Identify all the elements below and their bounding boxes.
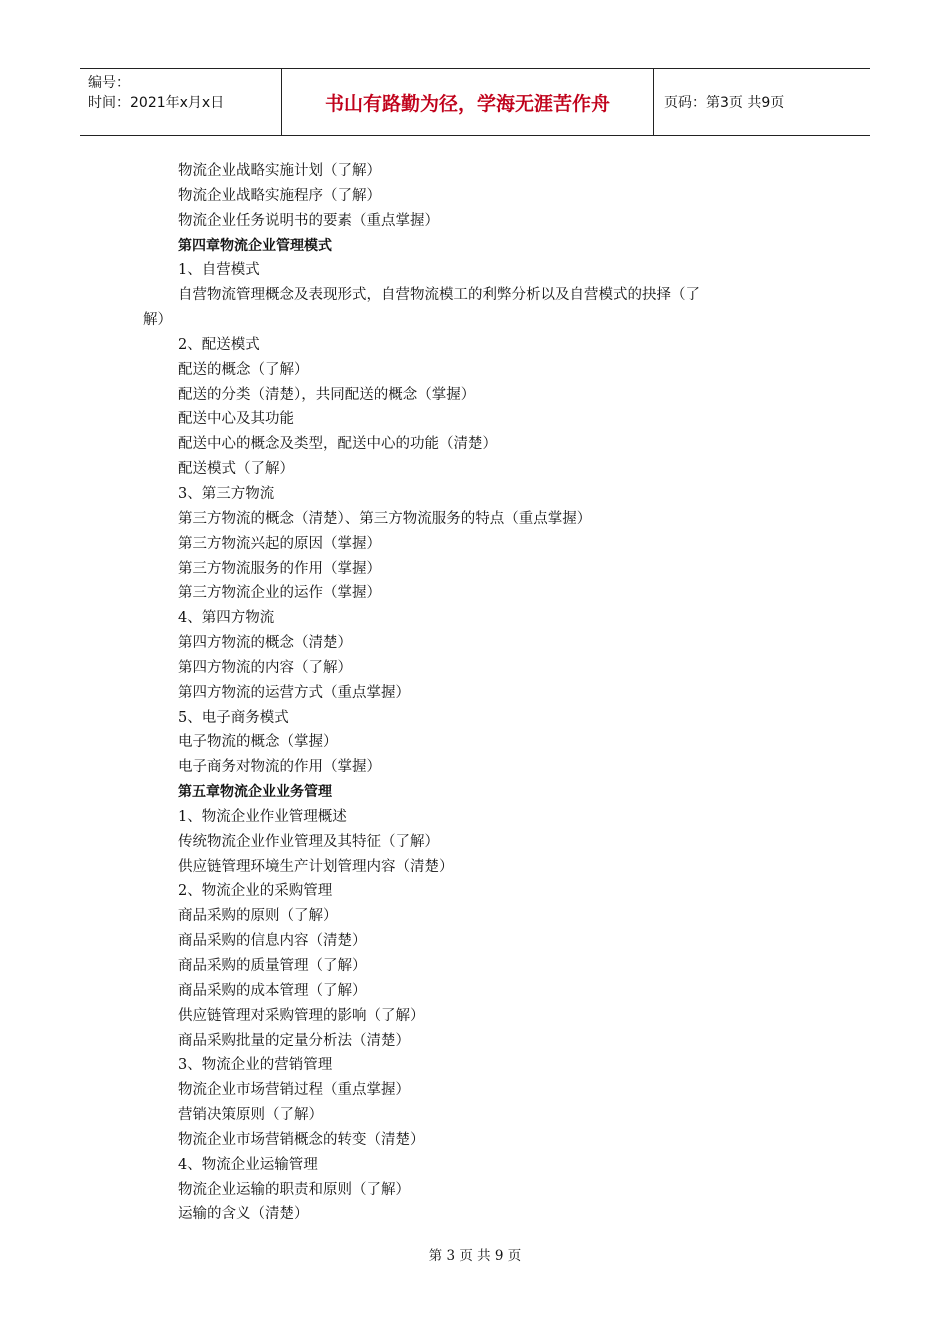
text-line: 物流企业市场营销过程（重点掌握） <box>178 1082 410 1099</box>
header-meta <box>80 69 282 135</box>
text-line: 商品采购的质量管理（了解） <box>178 958 367 974</box>
text-line: 解） <box>143 312 172 329</box>
text-line: 第四方物流的概念（清楚） <box>178 635 352 652</box>
text-line: 商品采购的成本管理（了解） <box>178 982 367 999</box>
text-line: 商品采购的原则（了解） <box>178 908 338 925</box>
text-line: 传统物流企业作业管理及其特征（了解） <box>178 833 439 850</box>
text-line: 物流企业任务说明书的要素（重点掌握） <box>178 212 439 229</box>
text-line: 配送中心的概念及类型，配送中心的功能（清楚） <box>178 436 497 453</box>
text-line: 2、物流企业的采购管理 <box>178 883 333 900</box>
text-line: 配送模式（了解） <box>178 461 294 478</box>
text-line: 4、物流企业运输管理 <box>178 1156 318 1173</box>
time-label: 时间：2021年x月x日 <box>88 95 225 111</box>
text-line: 配送的分类（清楚），共同配送的概念（掌握） <box>178 386 476 403</box>
text-line: 5、电子商务模式 <box>178 709 289 726</box>
text-line: 第三方物流企业的运作（掌握） <box>178 585 381 602</box>
text-line: 供应链管理环境生产计划管理内容（清楚） <box>178 858 454 875</box>
text-line: 供应链管理对采购管理的影响（了解） <box>178 1007 425 1024</box>
text-line: 第三方物流的概念（清楚）、第三方物流服务的特点（重点掌握） <box>178 510 592 527</box>
text-line: 1、自营模式 <box>178 262 260 279</box>
text-line: 营销决策原则（了解） <box>178 1107 323 1124</box>
number-label: 编号： <box>88 75 130 91</box>
text-line: 运输的含义（清楚） <box>178 1206 309 1223</box>
text-line: 配送中心及其功能 <box>178 411 294 428</box>
text-line: 第四方物流的内容（了解） <box>178 659 352 676</box>
text-line: 自营物流管理概念及表现形式，自营物流模工的利弊分析以及自营模式的抉择（了 <box>178 287 700 304</box>
text-line: 商品采购的信息内容（清楚） <box>178 933 367 950</box>
page-header <box>80 68 870 136</box>
text-line: 物流企业运输的职责和原则（了解） <box>178 1181 410 1198</box>
text-line: 电子商务对物流的作用（掌握） <box>178 759 381 776</box>
text-line: 配送的概念（了解） <box>178 361 309 378</box>
header-motto: 书山有路勤为径，学海无涯苦作舟 <box>282 69 654 135</box>
page-footer: 第 3 页 共 9 页 <box>428 1248 522 1264</box>
text-line: 第三方物流服务的作用（掌握） <box>178 560 381 577</box>
text-line: 电子物流的概念（掌握） <box>178 734 338 751</box>
text-line: 第三方物流兴起的原因（掌握） <box>178 535 381 552</box>
text-line: 物流企业战略实施程序（了解） <box>178 187 381 204</box>
chapter-heading: 第五章物流企业业务管理 <box>178 784 332 801</box>
document-body <box>143 159 803 1227</box>
text-line: 3、第三方物流 <box>178 485 275 502</box>
text-line: 商品采购批量的定量分析法（清楚） <box>178 1032 410 1049</box>
text-line: 物流企业市场营销概念的转变（清楚） <box>178 1131 425 1148</box>
text-line: 第四方物流的运营方式（重点掌握） <box>178 684 410 701</box>
header-page-info: 页码：第3页 共9页 <box>664 95 785 111</box>
text-line: 3、物流企业的营销管理 <box>178 1057 333 1074</box>
chapter-heading: 第四章物流企业管理模式 <box>178 237 332 254</box>
text-line: 物流企业战略实施计划（了解） <box>178 163 381 179</box>
text-line: 4、第四方物流 <box>178 610 275 627</box>
text-line: 1、物流企业作业管理概述 <box>178 808 347 825</box>
text-line: 2、配送模式 <box>178 336 260 353</box>
